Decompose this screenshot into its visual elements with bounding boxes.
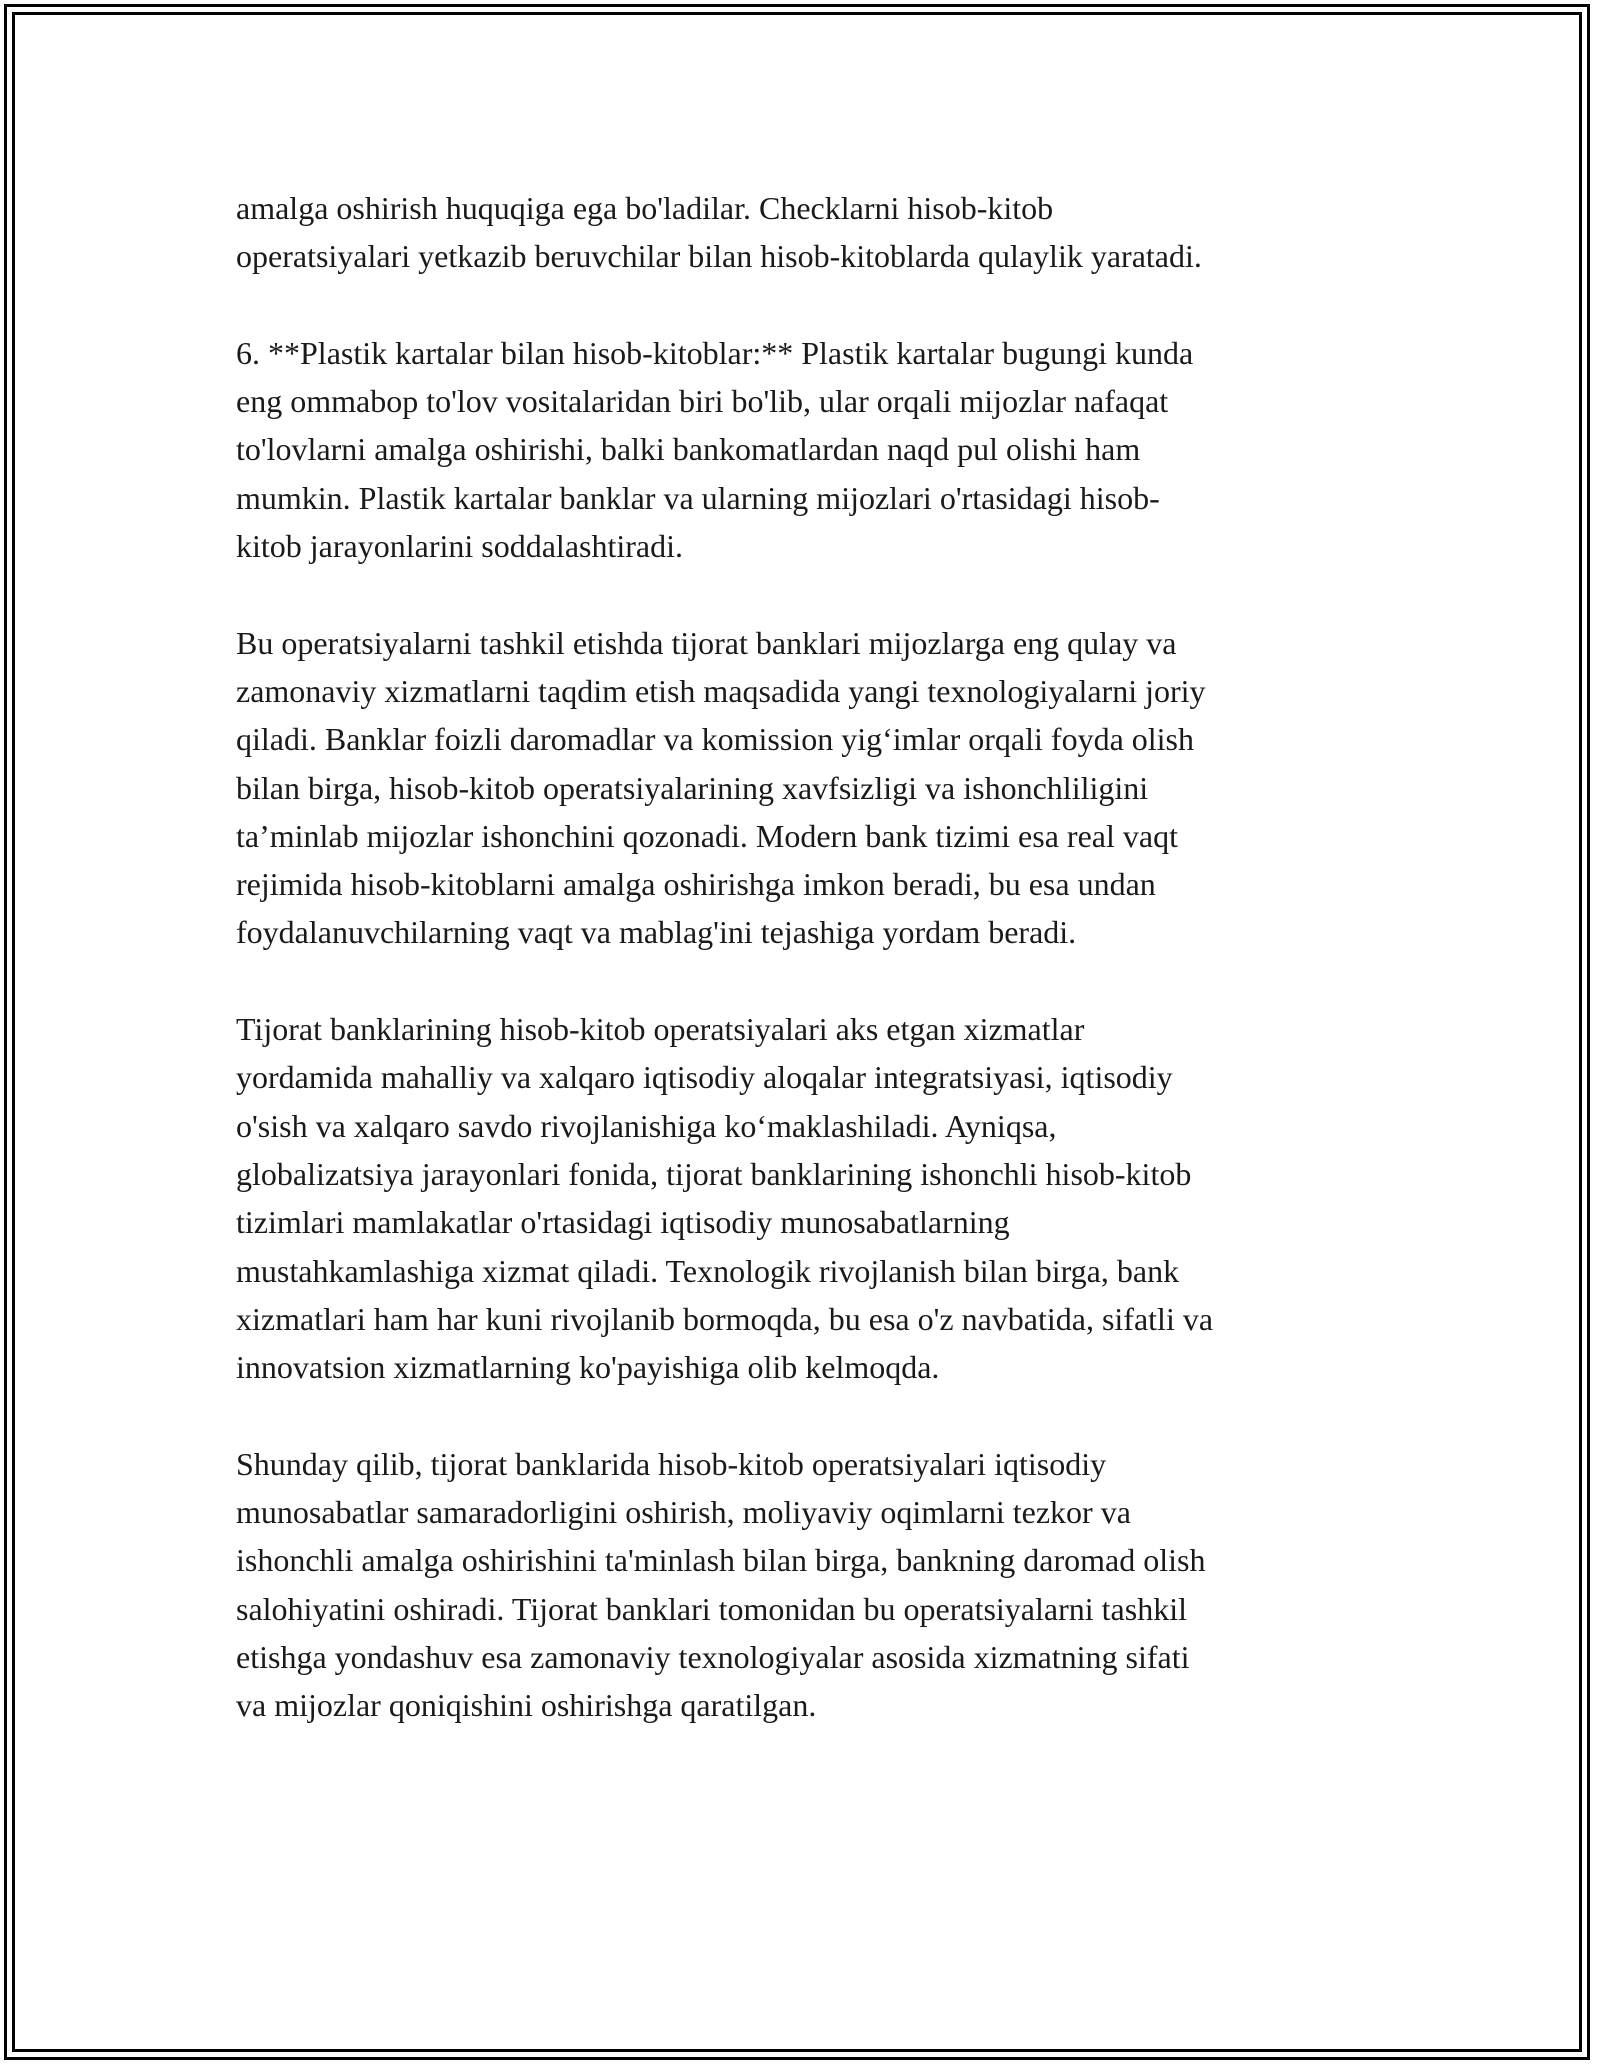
paragraph-plastic-cards: 6. **Plastik kartalar bilan hisob-kitoblar:** Plastik kartalar bugungi kunda eng ommabop to'lov vositalaridan biri bo'lib, ular orqali mijozlar nafaqat to'lovlarni amalga oshirishi, balki bankomatlardan naqd pul olishi ham mumkin. Plastik kartalar banklar va ularning mijozlari o'rtasidagi hisob- kitob jarayonlarini soddalashtiradi. [236,334,1194,565]
paragraph-economic-integration: Tijorat banklarining hisob-kitob operatsiyalari aks etgan xizmatlar yordamida mahalliy va xalqaro iqtisodiy aloqalar integratsiyasi, iqtisodiy o'sish va xalqaro savdo rivojlanishiga ko‘maklashiladi. Ayniqsa, globalizatsiya jarayonlari fonida, tijorat banklarining ishonchli hisob-kitob tizimlari mamlakatlar o'rtasidagi iqtisodiy munosabatlarning mustahkamlashiga xizmat qiladi. Texnologik rivojlanish bilan birga, bank xizmatlari ham har kuni rivojlanib bormoqda, bu esa o'z navbatida, sifatli va innovatsion xizmatlarning ko'payishiga olib kelmoqda. [236,1011,1214,1386]
paragraph-operations-organization: Bu operatsiyalarni tashkil etishda tijorat banklari mijozlarga eng qulay va zamonaviy xizmatlarni taqdim etish maqsadida yangi texnologiyalarni joriy qiladi. Banklar foizli daromadlar va komission yig‘imlar orqali foyda olish bilan birga, hisob-kitob operatsiyalarining xavfsizligi va ishonchliligini ta’minlab mijozlar ishonchini qozonadi. Modern bank tizimi esa real vaqt rejimida hisob-kitoblarni amalga oshirishga imkon beradi, bu esa undan foydalanuvchilarning vaqt va mablag'ini tejashiga yordam beradi. [236,624,1206,951]
paragraph-checks-continuation: amalga oshirish huquqiga ega bo'ladilar. Checklarni hisob-kitob operatsiyalari yetkazib beruvchilar bilan hisob-kitoblarda qulaylik yaratadi. [236,190,1202,275]
paragraph-conclusion: Shunday qilib, tijorat banklarida hisob-kitob operatsiyalari iqtisodiy munosabatlar samaradorligini oshirish, moliyaviy oqimlarni tezkor va ishonchli amalga oshirishini ta'minlash bilan birga, bankning daromad olish salohiyatini oshiradi. Tijorat banklari tomonidan bu operatsiyalarni tashkil etishga yondashuv esa zamonaviy texnologiyalar asosida xizmatning sifati va mijozlar qoniqishini oshirishga qaratilgan. [236,1445,1206,1724]
document-body [236,184,1366,1778]
